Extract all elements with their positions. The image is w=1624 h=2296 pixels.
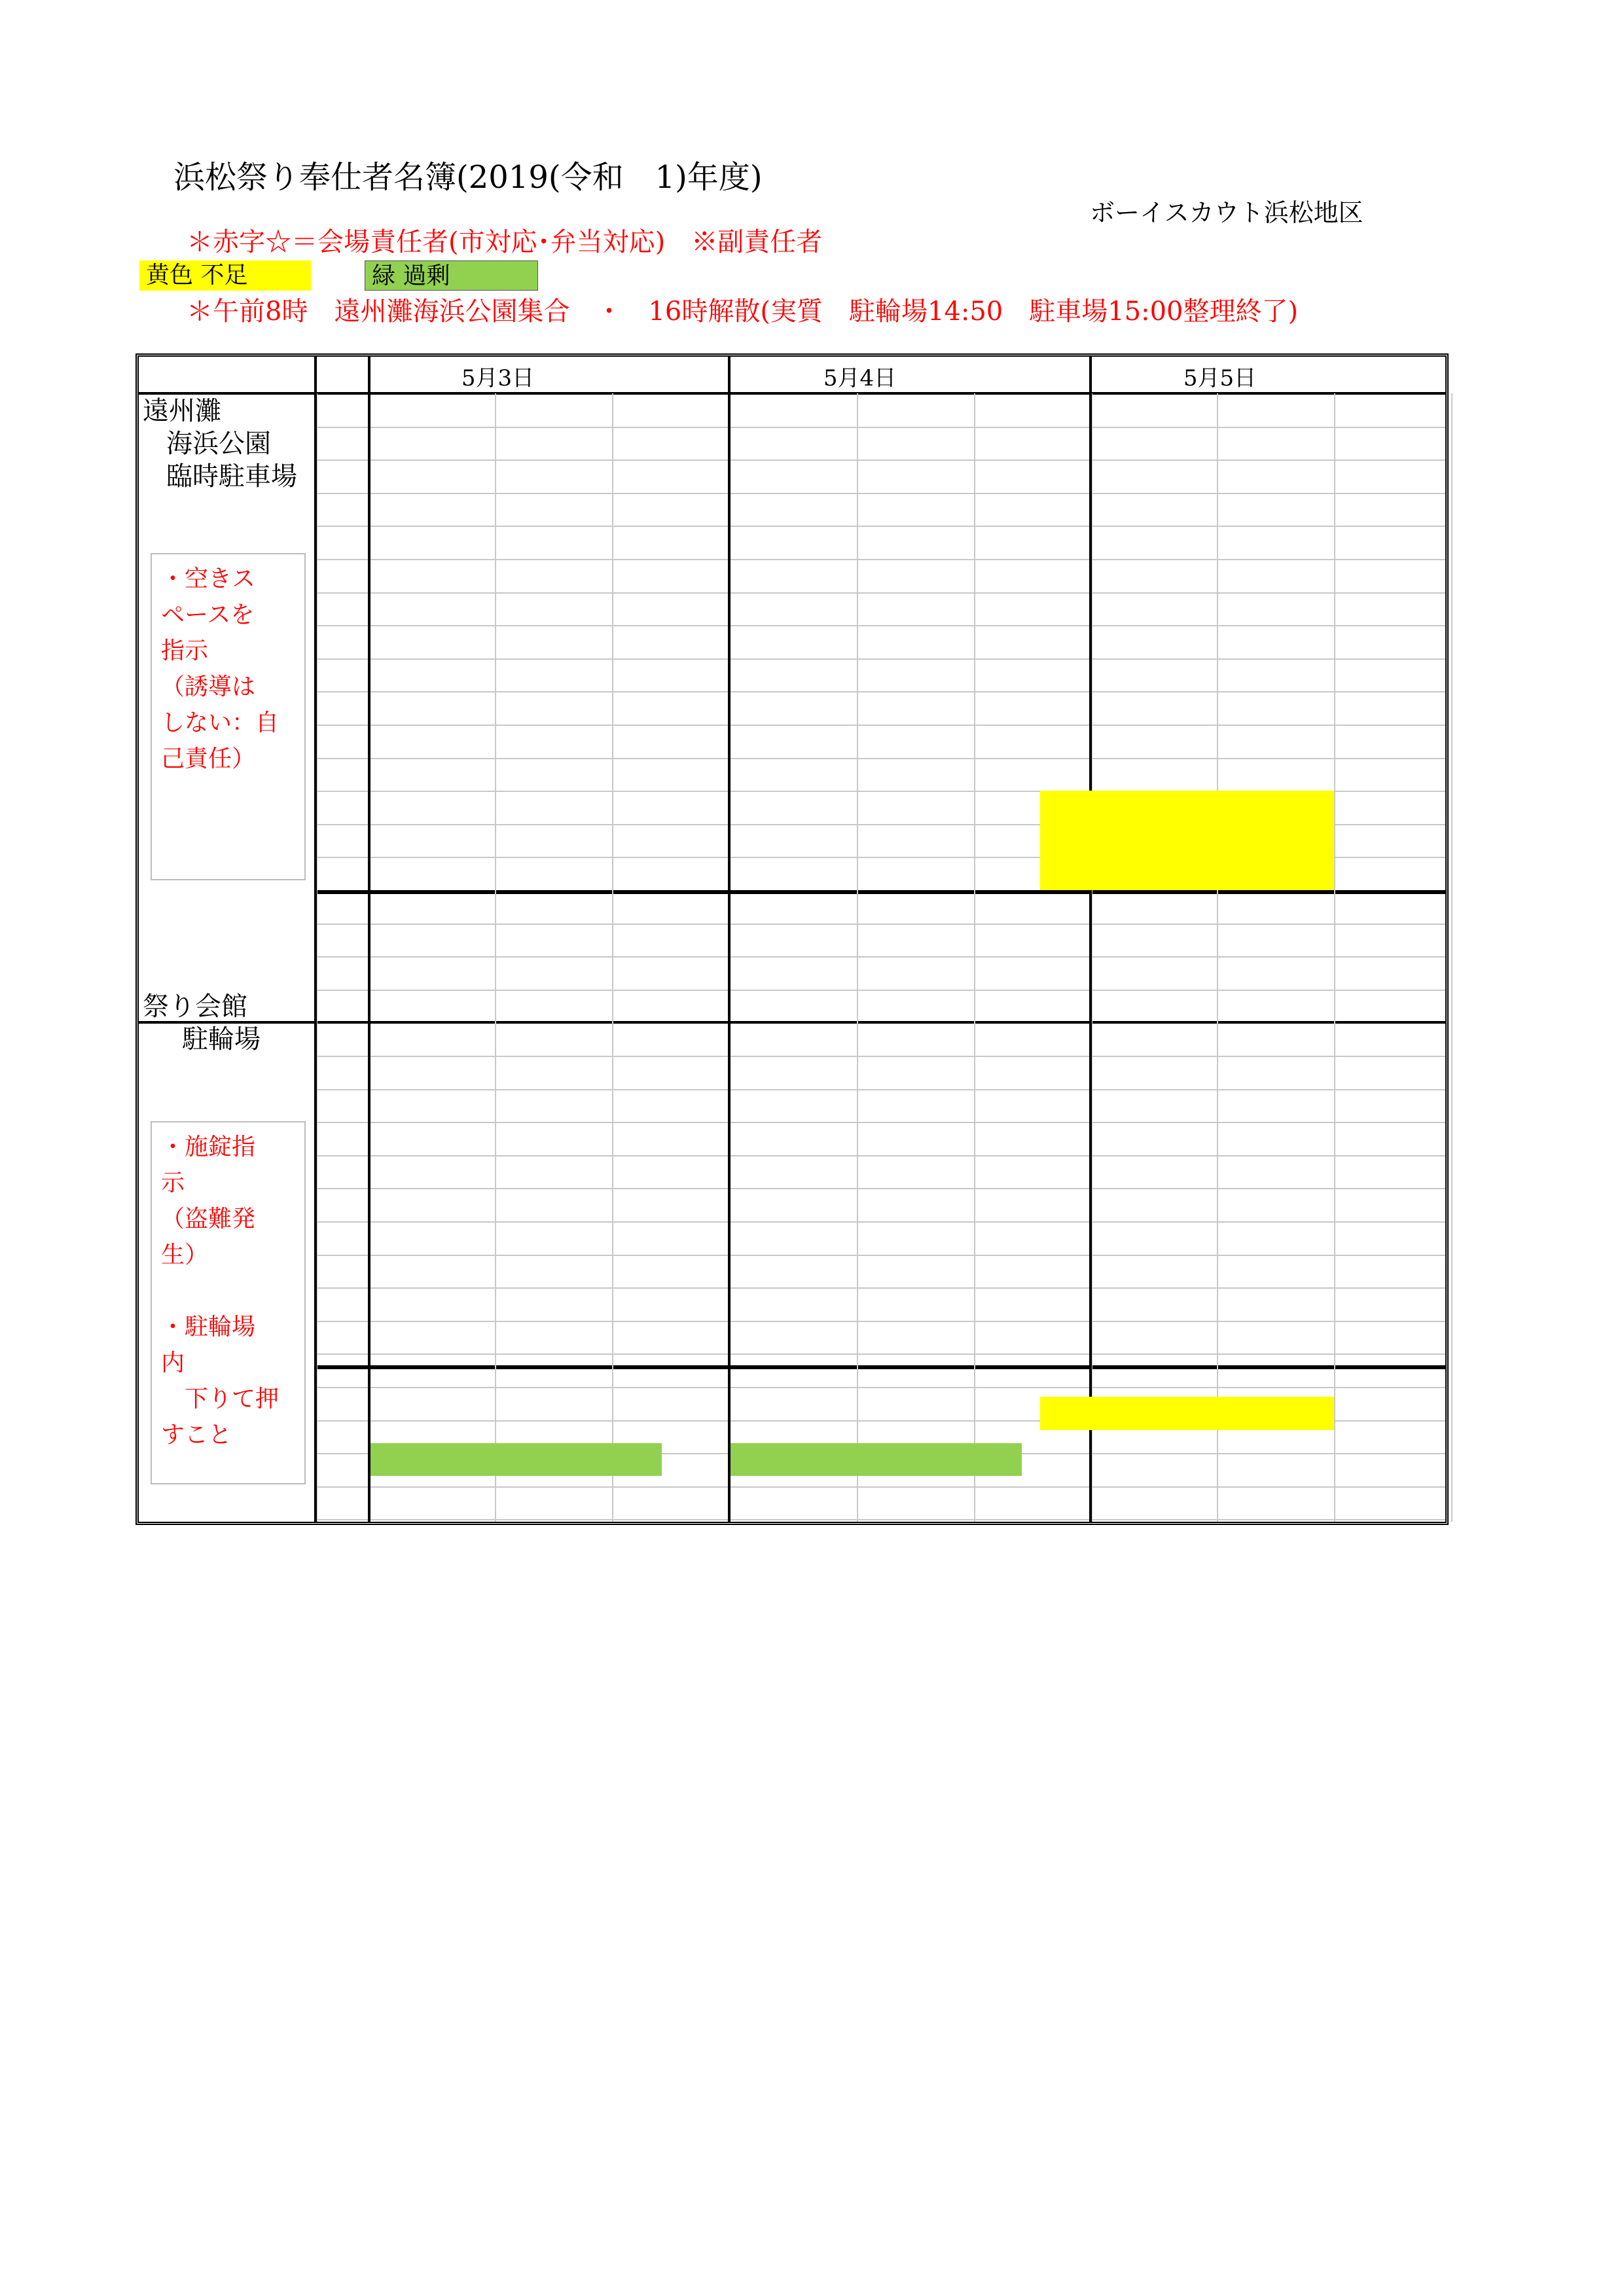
parking-section-title — [143, 395, 297, 493]
responsibility-mark — [691, 725, 750, 757]
bicycle-row-number — [319, 1056, 365, 1088]
grid-line — [316, 1255, 1445, 1256]
grid-line — [316, 1387, 1445, 1388]
responsibility-mark — [691, 1056, 750, 1088]
bicycle-title-line-1: 祭り会館 — [143, 992, 247, 1022]
parking-side-note: ・空きス ペースを 指示 （誘導は しない：自 己責任） — [151, 553, 306, 880]
bicycle-row-number — [319, 1287, 365, 1320]
grid-line — [316, 625, 1445, 626]
responsibility-mark — [1053, 691, 1112, 724]
parking-row-number — [319, 824, 365, 857]
bicycle-title-line-2: 駐輪場 — [182, 1024, 261, 1054]
grid-line — [316, 956, 1445, 958]
grid-line — [316, 1221, 1445, 1223]
parking-row-number — [319, 725, 365, 757]
parking-row-number — [319, 493, 365, 526]
responsibility-mark — [691, 1287, 750, 1320]
grid-line — [612, 393, 613, 1522]
parking-row-number — [319, 691, 365, 724]
bicycle-row-number — [319, 1155, 365, 1188]
grid-line — [316, 691, 1445, 692]
responsibility-mark — [691, 1321, 750, 1354]
legend-green: 緑 過剰 — [365, 260, 538, 291]
grid-line — [316, 924, 1445, 925]
grid-line — [1334, 393, 1335, 1522]
responsibility-mark — [1413, 459, 1472, 492]
responsibility-mark — [691, 459, 750, 492]
roster-table — [135, 353, 1449, 1525]
grid-line — [974, 393, 975, 1522]
grid-line — [316, 459, 1445, 461]
section-divider — [316, 1365, 1445, 1369]
parking-row-number — [319, 459, 365, 492]
parking-row-number — [319, 758, 365, 791]
grid-line — [316, 493, 1445, 494]
grid-line — [316, 1354, 1445, 1355]
responsible-note: ＊赤字☆＝会場責任者(市対応･弁当対応) ※副責任者 — [187, 227, 823, 257]
bicycle-section-title — [143, 990, 261, 1056]
parking-title-line-3: 臨時駐車場 — [166, 461, 297, 492]
surplus-fill — [370, 1443, 662, 1476]
grid-line — [316, 1287, 1445, 1289]
column-divider — [1089, 357, 1092, 1522]
grid-line — [316, 592, 1445, 594]
responsibility-mark — [1053, 1122, 1112, 1155]
grid-line — [495, 393, 496, 1522]
legend-yellow: 黄色 不足 — [139, 260, 311, 291]
page-title: 浜松祭り奉仕者名簿(2019(令和 1)年度) — [173, 159, 763, 196]
parking-title-line-2: 海浜公園 — [166, 429, 271, 459]
grid-line — [316, 1188, 1445, 1189]
grid-line — [857, 393, 858, 1522]
bicycle-row-number — [319, 1255, 365, 1287]
grid-line — [316, 1321, 1445, 1322]
date-header-2: 5月4日 — [823, 365, 897, 391]
parking-row-number — [319, 625, 365, 658]
bicycle-row-number — [319, 1122, 365, 1155]
schedule-note: ＊午前8時 遠州灘海浜公園集合 ・ 16時解散(実質 駐輪場14:50 駐車場15:00整理終了) — [187, 296, 1299, 327]
grid-line — [316, 1519, 1445, 1520]
column-divider — [314, 357, 317, 1522]
bicycle-row-number — [319, 1022, 365, 1055]
responsibility-mark — [1053, 1221, 1112, 1254]
parking-row-number — [319, 559, 365, 592]
bicycle-row-number — [319, 1221, 365, 1254]
surplus-fill — [731, 1443, 1022, 1476]
bicycle-row-number — [319, 1089, 365, 1122]
parking-row-number — [319, 791, 365, 823]
column-divider — [368, 357, 370, 1522]
section-divider — [316, 890, 1445, 894]
grid-line — [316, 427, 1445, 428]
grid-line — [316, 1056, 1445, 1057]
responsibility-mark — [1053, 459, 1112, 492]
bicycle-side-note: ・施錠指 示 （盗難発 生） ・駐輪場 内 下りて押 すこと — [151, 1121, 306, 1484]
date-header-1: 5月3日 — [461, 365, 535, 391]
grid-line — [316, 758, 1445, 759]
bicycle-row-number — [319, 1354, 365, 1386]
grid-line — [316, 526, 1445, 527]
bicycle-row-number — [319, 1321, 365, 1354]
parking-row-number — [319, 526, 365, 558]
grid-line — [1217, 393, 1218, 1522]
grid-line — [1451, 393, 1453, 1522]
parking-row-number — [319, 658, 365, 691]
parking-row-number — [319, 857, 365, 889]
parking-row-number — [319, 592, 365, 625]
grid-line — [316, 725, 1445, 726]
responsibility-mark — [1413, 658, 1472, 691]
grid-line — [316, 1089, 1445, 1090]
grid-line — [316, 1486, 1445, 1488]
organization-name: ボーイスカウト浜松地区 — [1090, 198, 1363, 227]
grid-line — [316, 1122, 1445, 1123]
parking-row-number — [319, 393, 365, 426]
shortage-fill — [1040, 1397, 1334, 1430]
parking-row-number — [319, 890, 365, 923]
grid-line — [316, 990, 1445, 991]
shortage-fill — [1040, 791, 1334, 890]
parking-title-line-1: 遠州灘 — [143, 396, 221, 426]
date-header-3: 5月5日 — [1183, 365, 1257, 391]
grid-line — [316, 559, 1445, 560]
grid-line — [316, 658, 1445, 660]
bicycle-row-number — [319, 1188, 365, 1221]
grid-line — [316, 1155, 1445, 1157]
parking-row-number — [319, 427, 365, 459]
